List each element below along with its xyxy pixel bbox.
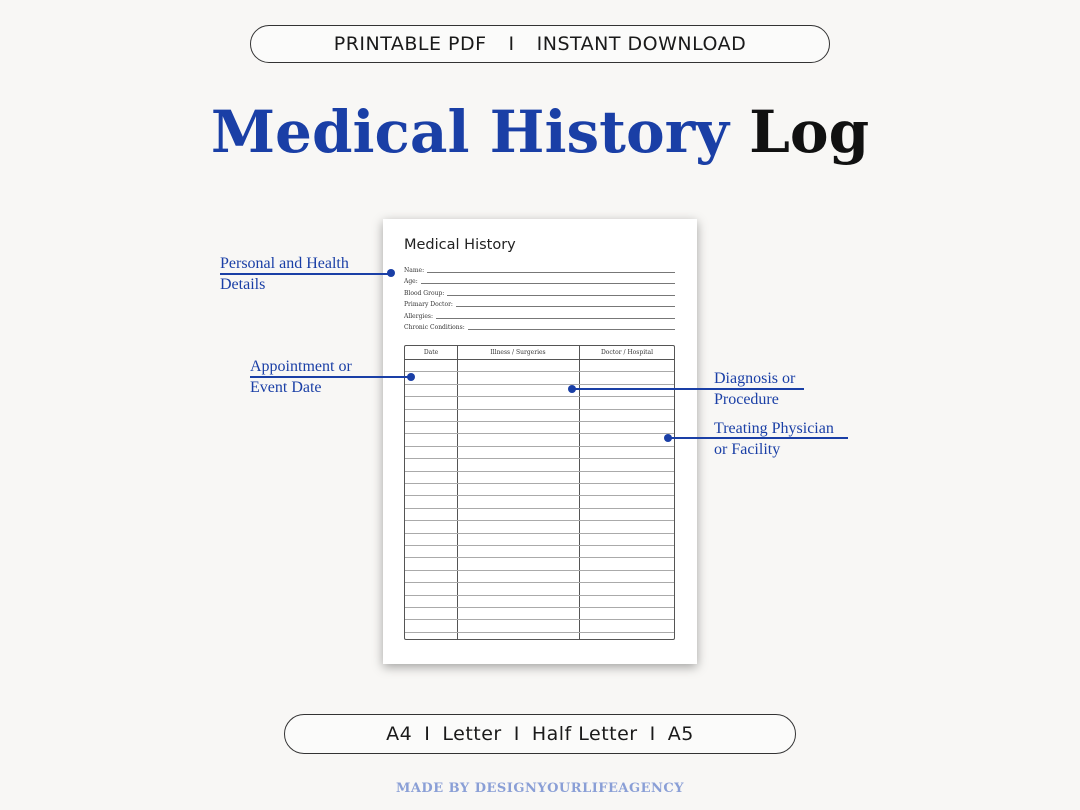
title-log: Log bbox=[749, 98, 870, 166]
separator: I bbox=[513, 723, 520, 745]
annotation-appointment-underline bbox=[250, 376, 413, 378]
table-row-line bbox=[405, 508, 674, 509]
annotation-diagnosis-underline bbox=[572, 388, 804, 390]
table-row-line bbox=[405, 595, 674, 596]
table-header-divider bbox=[405, 359, 674, 360]
table-row-line bbox=[405, 458, 674, 459]
table-row-line bbox=[405, 582, 674, 583]
size-letter: Letter bbox=[442, 723, 502, 745]
annotation-physician-dot bbox=[664, 434, 672, 442]
name-field bbox=[404, 264, 675, 274]
table-row-line bbox=[405, 433, 674, 434]
annotation-appointment-line1: Appointment or bbox=[250, 358, 352, 375]
title-medical-history: Medical History bbox=[210, 98, 729, 166]
blood-group-field bbox=[404, 287, 675, 297]
annotation-diagnosis-dot bbox=[568, 385, 576, 393]
primary-doctor-label: Primary Doctor: bbox=[404, 301, 453, 308]
table-row-line bbox=[405, 495, 674, 496]
table-row-line bbox=[405, 371, 674, 372]
table-row-line bbox=[405, 520, 674, 521]
table-row-line bbox=[405, 483, 674, 484]
instant-download-label: INSTANT DOWNLOAD bbox=[536, 33, 747, 55]
document-title: Medical History bbox=[404, 237, 516, 253]
annotation-personal-dot bbox=[387, 269, 395, 277]
size-options-banner bbox=[284, 714, 796, 754]
annotation-personal-underline bbox=[220, 273, 390, 275]
name-line bbox=[427, 272, 675, 273]
table-row-line bbox=[405, 384, 674, 385]
blood-group-label: Blood Group: bbox=[404, 290, 445, 297]
chronic-conditions-label: Chronic Conditions: bbox=[404, 324, 465, 331]
table-row-line bbox=[405, 396, 674, 397]
page-title bbox=[0, 98, 1080, 166]
annotation-physician-line1: Treating Physician bbox=[714, 420, 834, 437]
table-row-line bbox=[405, 619, 674, 620]
primary-doctor-line bbox=[456, 306, 675, 307]
table-row-line bbox=[405, 607, 674, 608]
separator: I bbox=[508, 33, 515, 55]
table-row-line bbox=[405, 545, 674, 546]
size-a4: A4 bbox=[386, 723, 413, 745]
column-header-doctor: Doctor / Hospital bbox=[600, 349, 654, 356]
blood-group-line bbox=[447, 295, 675, 296]
chronic-conditions-line bbox=[468, 329, 675, 330]
separator: I bbox=[424, 723, 431, 745]
annotation-appointment-line2: Event Date bbox=[250, 379, 322, 396]
printable-pdf-label: PRINTABLE PDF bbox=[333, 33, 487, 55]
age-label: Age: bbox=[404, 278, 418, 285]
table-row-line bbox=[405, 557, 674, 558]
table-row-line bbox=[405, 570, 674, 571]
annotation-appointment-dot bbox=[407, 373, 415, 381]
column-header-date: Date bbox=[423, 349, 439, 356]
log-document-preview bbox=[383, 219, 697, 664]
annotation-diagnosis-line2: Procedure bbox=[714, 391, 779, 408]
chronic-conditions-field bbox=[404, 321, 675, 331]
primary-doctor-field bbox=[404, 298, 675, 308]
table-row-line bbox=[405, 533, 674, 534]
allergies-line bbox=[436, 318, 675, 319]
annotation-physician bbox=[714, 418, 834, 460]
table-row-line bbox=[405, 409, 674, 410]
annotation-physician-underline bbox=[668, 437, 848, 439]
size-half-letter: Half Letter bbox=[531, 723, 638, 745]
annotation-physician-line2: or Facility bbox=[714, 441, 781, 458]
age-line bbox=[421, 283, 675, 284]
table-row-line bbox=[405, 421, 674, 422]
annotation-diagnosis-line1: Diagnosis or bbox=[714, 370, 796, 387]
size-a5: A5 bbox=[667, 723, 694, 745]
annotation-personal-line1: Personal and Health bbox=[220, 255, 349, 272]
table-row-line bbox=[405, 471, 674, 472]
footer-credit: MADE BY DESIGNYOURLIFEAGENCY bbox=[395, 781, 685, 796]
table-row-line bbox=[405, 446, 674, 447]
allergies-field bbox=[404, 310, 675, 320]
allergies-label: Allergies: bbox=[404, 313, 434, 320]
age-field bbox=[404, 275, 675, 285]
annotation-personal-line2: Details bbox=[220, 276, 266, 293]
format-banner bbox=[250, 25, 830, 63]
name-label: Name: bbox=[404, 267, 425, 274]
column-header-illness: Illness / Surgeries bbox=[490, 349, 546, 356]
table-row-line bbox=[405, 632, 674, 633]
separator: I bbox=[649, 723, 656, 745]
